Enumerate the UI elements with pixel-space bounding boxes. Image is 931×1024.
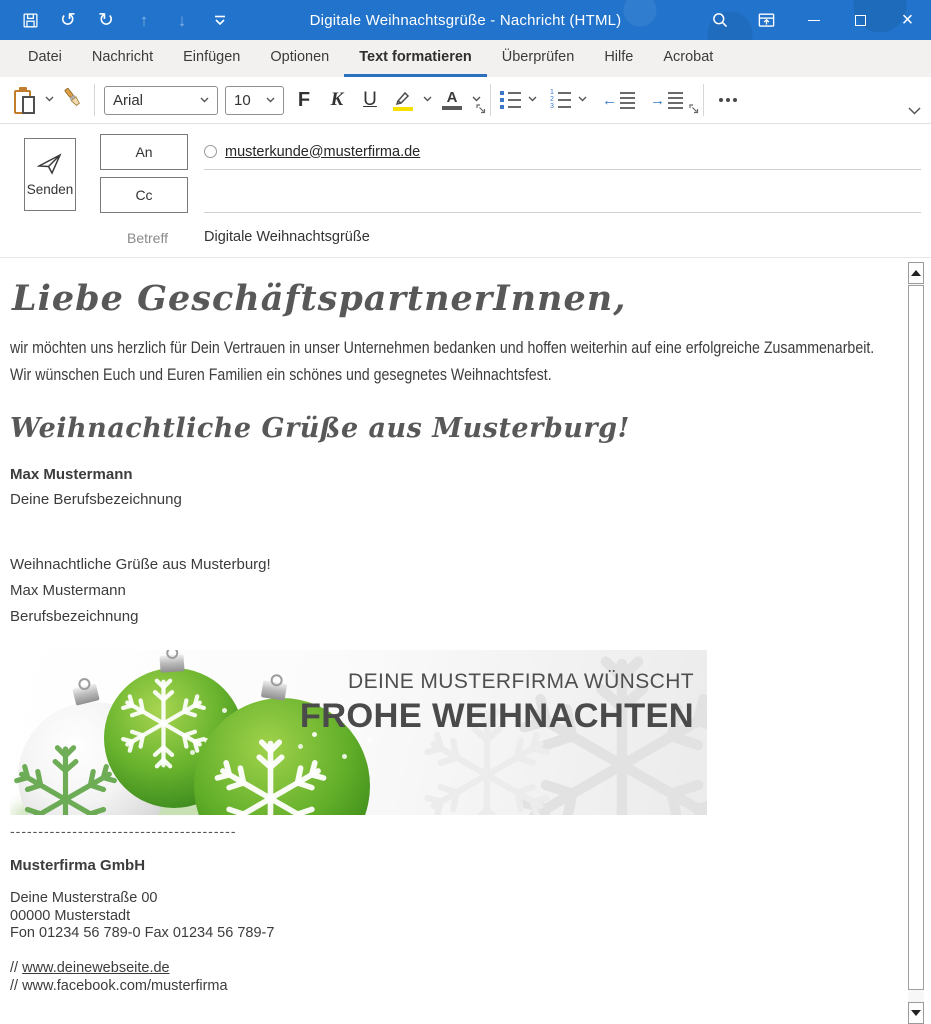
maximize-button[interactable] — [837, 0, 884, 40]
ornament-cap — [261, 680, 287, 701]
body-paragraph — [10, 335, 901, 389]
title-bar — [0, 0, 931, 40]
to-field[interactable] — [204, 134, 921, 170]
bullet-list-dropdown-icon[interactable] — [528, 96, 537, 105]
window-title: Digitale Weihnachtsgrüße - Nachricht (HTML) — [309, 11, 622, 29]
subject-label: Betreff — [127, 230, 168, 246]
clipboard-group — [6, 77, 92, 123]
signature-name: Max Mustermann — [10, 466, 133, 483]
banner-text — [300, 670, 694, 736]
cc-field[interactable] — [204, 177, 921, 213]
font-color-icon[interactable]: A — [439, 90, 465, 110]
ribbon-display-options-icon[interactable] — [743, 0, 790, 40]
collapse-ribbon-icon[interactable] — [908, 102, 921, 120]
tab-nachricht[interactable]: Nachricht — [91, 49, 154, 65]
subject-field[interactable]: Digitale Weihnachtsgrüße — [204, 229, 370, 245]
cc-button[interactable]: Cc — [100, 177, 188, 213]
font-dialog-launcher-icon[interactable] — [476, 101, 486, 119]
tab-hilfe[interactable]: Hilfe — [604, 49, 634, 65]
search-icon[interactable] — [696, 0, 743, 40]
plain-name: Max Mustermann — [10, 582, 126, 599]
font-name-value: Arial — [113, 91, 144, 109]
to-button[interactable]: An — [100, 134, 188, 170]
minimize-button[interactable] — [790, 0, 837, 40]
undo-icon[interactable]: ↺ — [60, 9, 76, 31]
more-commands-group — [706, 77, 750, 123]
redo-icon[interactable]: ↻ — [98, 9, 114, 31]
website-link[interactable]: www.deinewebseite.de — [22, 959, 170, 976]
signature-divider-dashes: ---------------------------------------- — [10, 823, 237, 839]
website-line — [10, 959, 901, 977]
ribbon-toolbar — [0, 77, 931, 124]
facebook-line: // www.facebook.com/musterfirma — [10, 977, 228, 994]
increase-indent-icon[interactable]: → — [650, 92, 683, 109]
tab-einfuegen[interactable]: Einfügen — [183, 49, 241, 65]
recipient-address[interactable]: musterkunde@musterfirma.de — [225, 143, 421, 160]
banner-line2: FROHE WEIHNACHTEN — [299, 697, 694, 735]
plain-job: Berufsbezeichnung — [10, 608, 139, 625]
greeting-script-text: Weihnachtliche Grüße aus Musterburg! — [10, 413, 630, 444]
font-size-select[interactable] — [225, 86, 284, 115]
ribbon-separator — [94, 84, 95, 116]
bold-button[interactable]: F — [297, 88, 311, 111]
phone-fax-line: Fon 01234 56 789-0 Fax 01234 56 789-7 — [10, 925, 275, 941]
move-down-icon[interactable]: ↓ — [177, 10, 187, 30]
message-body-editor[interactable] — [0, 258, 931, 1024]
send-button[interactable] — [24, 138, 76, 211]
web-links-block — [10, 959, 901, 995]
scroll-down-button[interactable] — [908, 1002, 924, 1024]
more-commands-icon[interactable] — [713, 98, 743, 102]
address-block — [10, 890, 901, 943]
ribbon-separator — [490, 84, 491, 116]
banner-line1: DEINE MUSTERFIRMA WÜNSCHT — [348, 670, 694, 693]
decrease-indent-icon[interactable]: ← — [602, 92, 635, 109]
salutation-script-text: Liebe GeschäftspartnerInnen, — [12, 278, 627, 319]
plain-greeting: Weihnachtliche Grüße aus Musterburg! — [10, 556, 271, 573]
italic-button[interactable]: K — [330, 89, 344, 110]
ribbon-tab-row — [0, 40, 931, 77]
paragraph-group — [493, 77, 701, 123]
tab-acrobat[interactable]: Acrobat — [663, 49, 714, 65]
ornament-cap — [159, 654, 184, 673]
paragraph-dialog-launcher-icon[interactable] — [689, 101, 699, 119]
bullet-list-icon[interactable] — [500, 91, 521, 109]
paste-icon[interactable] — [13, 86, 38, 115]
company-name: Musterfirma GmbH — [10, 857, 146, 874]
numbered-list-icon[interactable]: 1 2 3 — [550, 91, 571, 109]
send-button-label: Senden — [26, 182, 74, 197]
save-icon[interactable] — [18, 8, 42, 32]
numbered-list-dropdown-icon[interactable] — [578, 96, 587, 105]
paragraph-line: Wir wünschen Euch und Euren Familien ein schönes und gesegnetes Weihnachtsfest. — [10, 366, 552, 384]
paper-plane-icon — [37, 152, 63, 176]
scroll-up-button[interactable] — [908, 262, 924, 284]
close-button[interactable]: × — [901, 8, 914, 31]
presence-circle-icon — [204, 145, 217, 158]
address-city: 00000 Musterstadt — [10, 907, 131, 924]
address-street: Deine Musterstraße 00 — [10, 890, 158, 906]
format-painter-icon[interactable] — [61, 86, 85, 115]
underline-button[interactable]: U — [363, 89, 377, 110]
scrollbar-thumb[interactable] — [908, 285, 924, 990]
tab-ueberpruefen[interactable]: Überprüfen — [501, 49, 575, 65]
scroll-up-arrow-icon — [911, 270, 921, 276]
vertical-scrollbar[interactable] — [908, 262, 924, 1024]
move-up-icon[interactable]: ↑ — [139, 10, 149, 30]
highlight-dropdown-icon[interactable] — [423, 96, 432, 105]
message-header — [0, 124, 931, 258]
paragraph-line: wir möchten uns herzlich für Dein Vertrauen in unser Unternehmen bedanken und hoffen weiterhin auf eine erfolgreiche Zusammenarbeit. — [10, 339, 875, 357]
highlight-color-icon[interactable] — [390, 90, 416, 111]
plain-signature-block — [10, 552, 901, 630]
font-size-value: 10 — [234, 91, 251, 109]
christmas-banner-image[interactable] — [10, 650, 707, 815]
signature-job: Deine Berufsbezeichnung — [10, 491, 182, 508]
font-group — [97, 77, 488, 123]
tab-datei[interactable]: Datei — [28, 49, 62, 65]
link-prefix: // — [10, 959, 23, 976]
window-controls — [696, 0, 931, 40]
tab-optionen[interactable]: Optionen — [270, 49, 330, 65]
quick-access-toolbar — [0, 8, 232, 32]
scroll-down-arrow-icon — [911, 1010, 921, 1016]
tab-text-formatieren[interactable]: Text formatieren — [344, 40, 487, 77]
paste-dropdown-icon[interactable] — [45, 96, 54, 105]
ribbon-separator — [703, 84, 704, 116]
customize-qat-icon[interactable] — [208, 8, 232, 32]
font-name-select[interactable] — [104, 86, 218, 115]
